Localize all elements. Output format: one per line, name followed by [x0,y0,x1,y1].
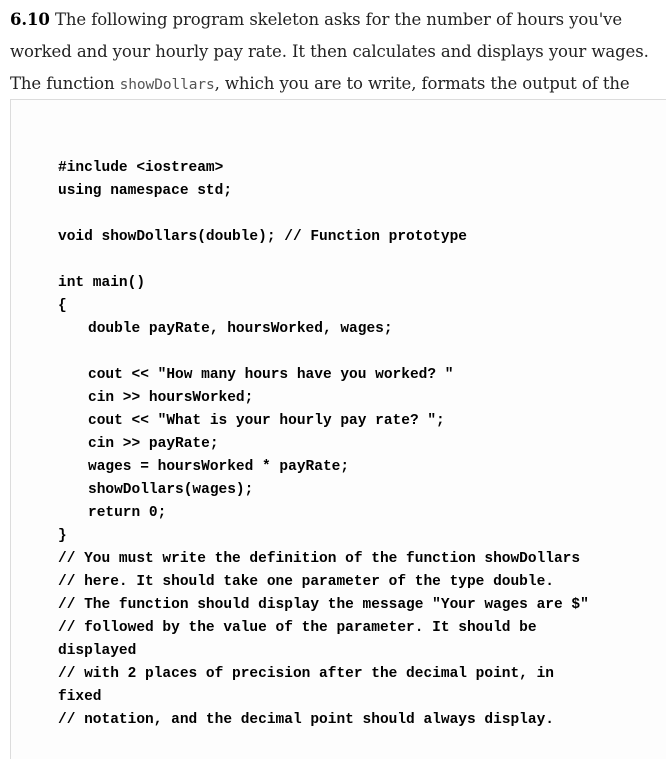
code-line: { [58,298,67,314]
code-line: showDollars(wages); [88,482,254,498]
code-line: cout << "What is your hourly pay rate? "; [88,413,445,429]
code-line: #include <iostream> [58,160,224,176]
code-line: cout << "How many hours have you worked? " [88,367,454,383]
code-line [58,341,666,364]
code-line: return 0; [88,505,167,521]
problem-text-part-1: The following program skeleton asks for the number of hours you've worked and your hourly pay rate. It then calculates and displays your wages. The function [10,10,649,93]
code-line [58,249,666,272]
code-line: // here. It should take one parameter of the type double. [58,574,554,590]
code-line: void showDollars(double); // Function prototype [58,229,467,245]
code-line: using namespace std; [58,183,233,199]
code-line: // with 2 places of precision after the decimal point, in [58,666,554,682]
code-line [58,203,666,226]
code-line: // notation, and the decimal point should always display. [58,712,554,728]
code-line: cin >> hoursWorked; [88,390,254,406]
code-line: int main() [58,275,146,291]
code-line: fixed [58,689,102,705]
code-line: displayed [58,643,137,659]
code-line: // The function should display the message "Your wages are $" [58,597,589,613]
code-block [58,157,666,732]
code-line: // followed by the value of the parameter. It should be [58,620,537,636]
code-line: double payRate, hoursWorked, wages; [88,321,393,337]
code-line: wages = hoursWorked * payRate; [88,459,350,475]
problem-number: 6.10 [10,10,50,29]
function-name: showDollars [119,77,215,93]
code-line: cin >> payRate; [88,436,219,452]
code-line: // You must write the definition of the function showDollars [58,551,581,567]
problem-text-part-2: , which you are to write, formats the output of the [214,74,630,93]
code-line: } [58,528,67,544]
